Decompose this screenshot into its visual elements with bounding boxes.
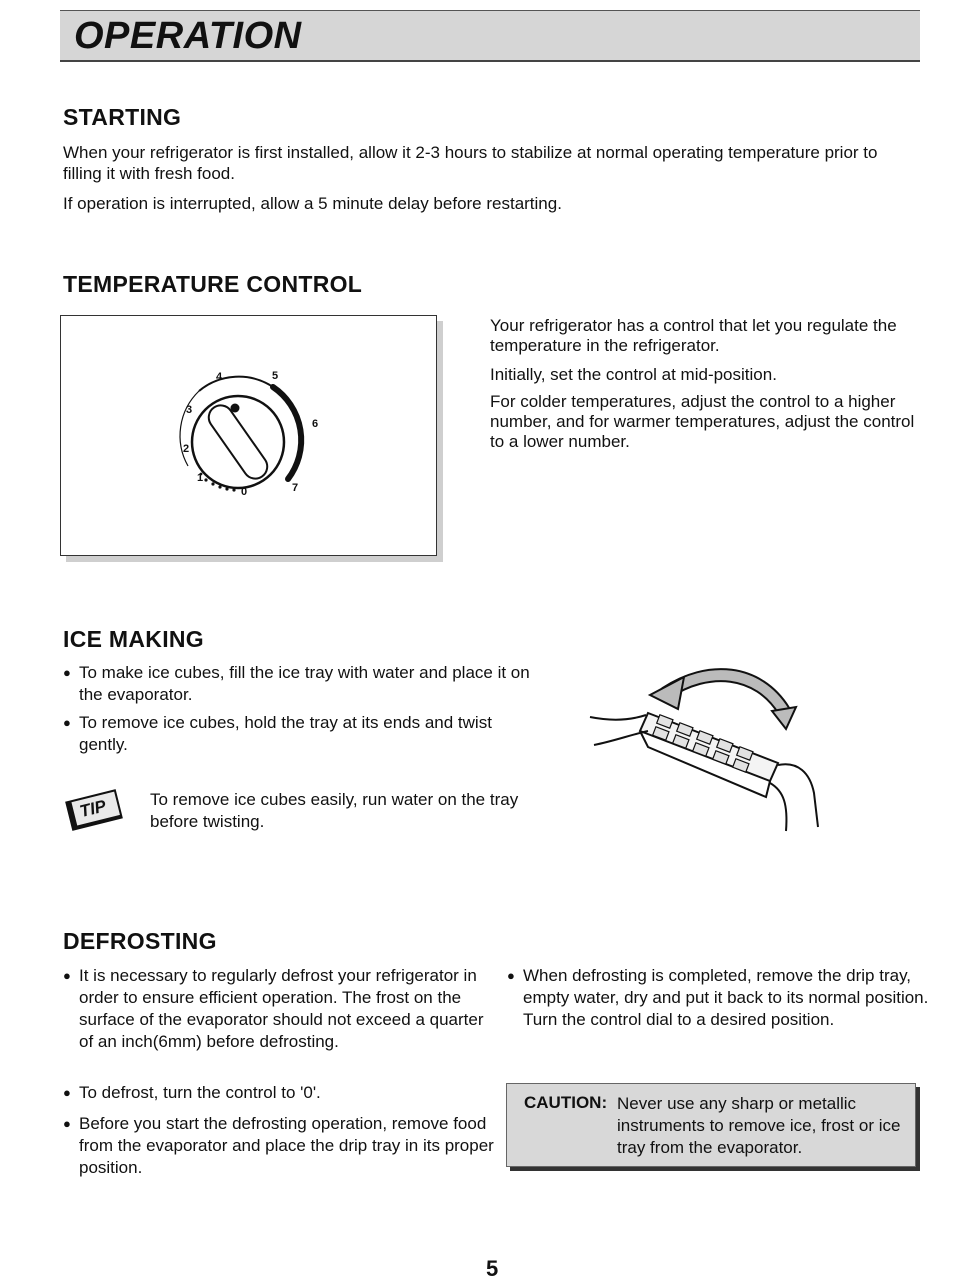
defrosting-bullet-1: ● It is necessary to regularly defrost your refrigerator in order to ensure efficient operation. The frost on the surface of the evaporator should not exceed a quarter of an inch(6mm) before defrosting. <box>63 965 499 1053</box>
dial-icon <box>61 316 436 555</box>
ice-making-bullet-2: ● To remove ice cubes, hold the tray at its ends and twist gently. <box>63 712 541 756</box>
defrosting-bullet-3: ● Before you start the defrosting operation, remove food from the evaporator and place the drip tray in its proper position. <box>63 1113 499 1179</box>
defrosting-bullet-4: ● When defrosting is completed, remove the drip tray, empty water, dry and put it back to its normal position. Turn the control dial to a desired position. <box>507 965 933 1031</box>
tip-text: To remove ice cubes easily, run water on the tray before twisting. <box>150 790 519 831</box>
tip-label: TIP <box>77 796 109 822</box>
starting-paragraph-1: When your refrigerator is first installed, allow it 2-3 hours to stabilize at normal operating temperature prior to filling it with fresh food. <box>63 143 878 183</box>
temperature-paragraph-1: Your refrigerator has a control that let you regulate the temperature in the refrigerator. <box>490 316 897 355</box>
page-number: 5 <box>486 1256 499 1281</box>
defrosting-heading: DEFROSTING <box>63 928 217 954</box>
tip-badge <box>65 789 123 831</box>
dial-label-0: 0 <box>241 486 248 498</box>
dial-label-6: 6 <box>312 418 319 430</box>
ice-making-heading: ICE MAKING <box>63 626 204 652</box>
dial-label-5: 5 <box>272 370 279 382</box>
starting-heading: STARTING <box>63 104 182 130</box>
defrosting-bullet-2: ● To defrost, turn the control to '0'. <box>63 1082 499 1104</box>
dial-label-3: 3 <box>186 404 193 416</box>
dial-label-4: 4 <box>216 371 223 383</box>
dial-label-2: 2 <box>183 443 190 455</box>
temperature-dial-illustration <box>60 315 437 556</box>
caution-text: Never use any sharp or metallic instruments to remove ice, frost or ice tray from the evaporator. <box>617 1094 901 1157</box>
caution-box <box>506 1083 916 1167</box>
temperature-control-heading: TEMPERATURE CONTROL <box>63 271 363 297</box>
ice-tray-twist-icon <box>588 665 828 840</box>
page-title: OPERATION <box>74 15 302 57</box>
temperature-paragraph-3: For colder temperatures, adjust the control to a higher number, and for warmer temperatures, adjust the control to a lower number. <box>490 392 915 451</box>
page-title-bar <box>60 10 920 62</box>
starting-paragraph-2: If operation is interrupted, allow a 5 minute delay before restarting. <box>63 194 562 213</box>
temperature-paragraph-2: Initially, set the control at mid-position. <box>490 365 777 384</box>
caution-label: CAUTION: <box>524 1093 608 1112</box>
ice-making-bullet-1: ● To make ice cubes, fill the ice tray with water and place it on the evaporator. <box>63 662 541 706</box>
dial-label-1: 1 <box>197 472 204 484</box>
dial-label-7: 7 <box>292 482 299 494</box>
